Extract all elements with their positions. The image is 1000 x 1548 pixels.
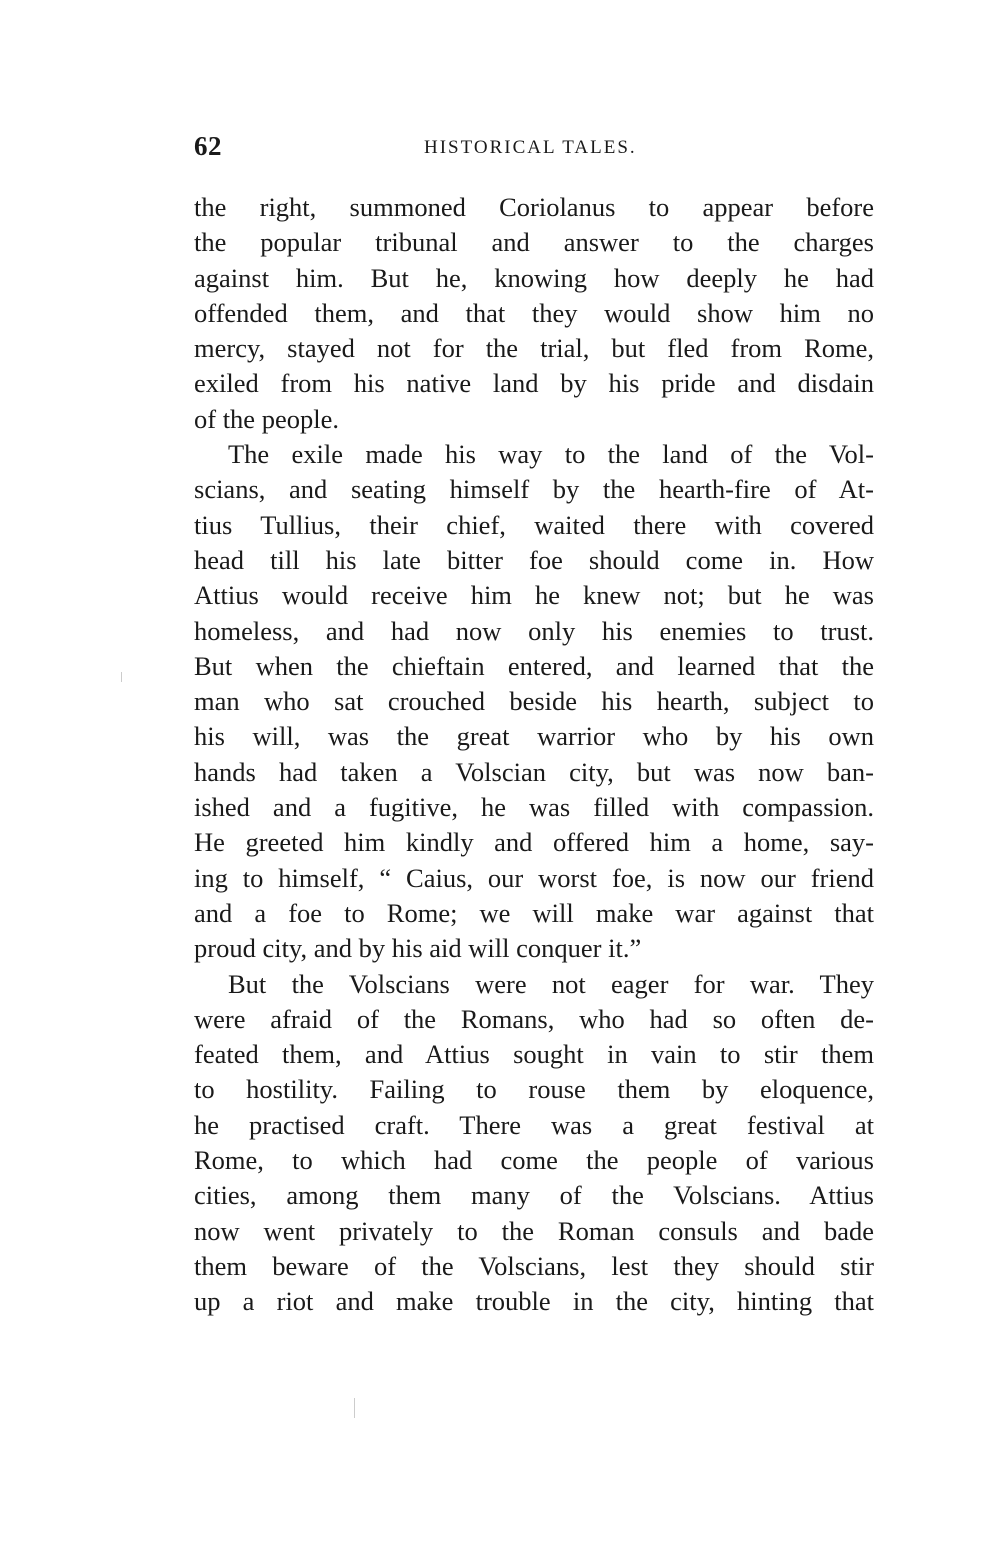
page-number: 62 [194,131,222,161]
page-header [194,131,874,171]
text-line: He greeted him kindly and offered him a home, say- [194,827,874,858]
text-line: The exile made his way to the land of the Vol- [228,439,874,470]
text-line: Attius would receive him he knew not; but he was [194,580,874,611]
text-line: his will, was the great warrior who by his own [194,721,874,752]
text-line: were afraid of the Romans, who had so often de- [194,1003,874,1034]
text-line: them beware of the Volscians, lest they should stir [194,1250,874,1281]
text-line: But when the chieftain entered, and learned that the [194,650,874,681]
text-line: man who sat crouched beside his hearth, subject to [194,686,874,717]
text-line: Rome, to which had come the people of various [194,1145,874,1176]
text-line: tius Tullius, their chief, waited there with covered [194,509,874,540]
text-line: But the Volscians were not eager for war. They [228,968,874,999]
text-line: and a foe to Rome; we will make war against that [194,897,874,928]
text-line: homeless, and had now only his enemies to trust. [194,615,874,646]
text-line: hands had taken a Volscian city, but was now ban- [194,756,874,787]
text-line: offended them, and that they would show him no [194,297,874,328]
text-line: now went privately to the Roman consuls and bade [194,1215,874,1246]
text-line: mercy, stayed not for the trial, but fled from Rome, [194,333,874,364]
text-line: feated them, and Attius sought in vain to stir them [194,1039,874,1070]
text-line: of the people. [194,403,339,434]
text-line: ished and a fugitive, he was filled with compassion. [194,792,874,823]
text-line: head till his late bitter foe should come in. How [194,544,874,575]
text-line: cities, among them many of the Volscians. Attius [194,1180,874,1211]
text-line: exiled from his native land by his pride and disdain [194,368,874,399]
scan-speck [121,672,122,682]
running-head: HISTORICAL TALES. [424,137,637,158]
text-line: against him. But he, knowing how deeply he had [194,262,874,293]
text-line: scians, and seating himself by the hearth-fire of At- [194,474,874,505]
scan-speck [354,1398,355,1418]
text-line: ing to himself, “ Caius, our worst foe, is now our friend [194,862,874,893]
text-line: proud city, and by his aid will conquer it.” [194,933,642,964]
text-line: to hostility. Failing to rouse them by eloquence, [194,1074,874,1105]
text-line: the right, summoned Coriolanus to appear before [194,192,874,222]
text-line: the popular tribunal and answer to the charges [194,227,874,258]
text-line: up a riot and make trouble in the city, hinting that [194,1286,874,1317]
text-line: he practised craft. There was a great festival at [194,1109,874,1140]
body-text [194,190,874,1320]
